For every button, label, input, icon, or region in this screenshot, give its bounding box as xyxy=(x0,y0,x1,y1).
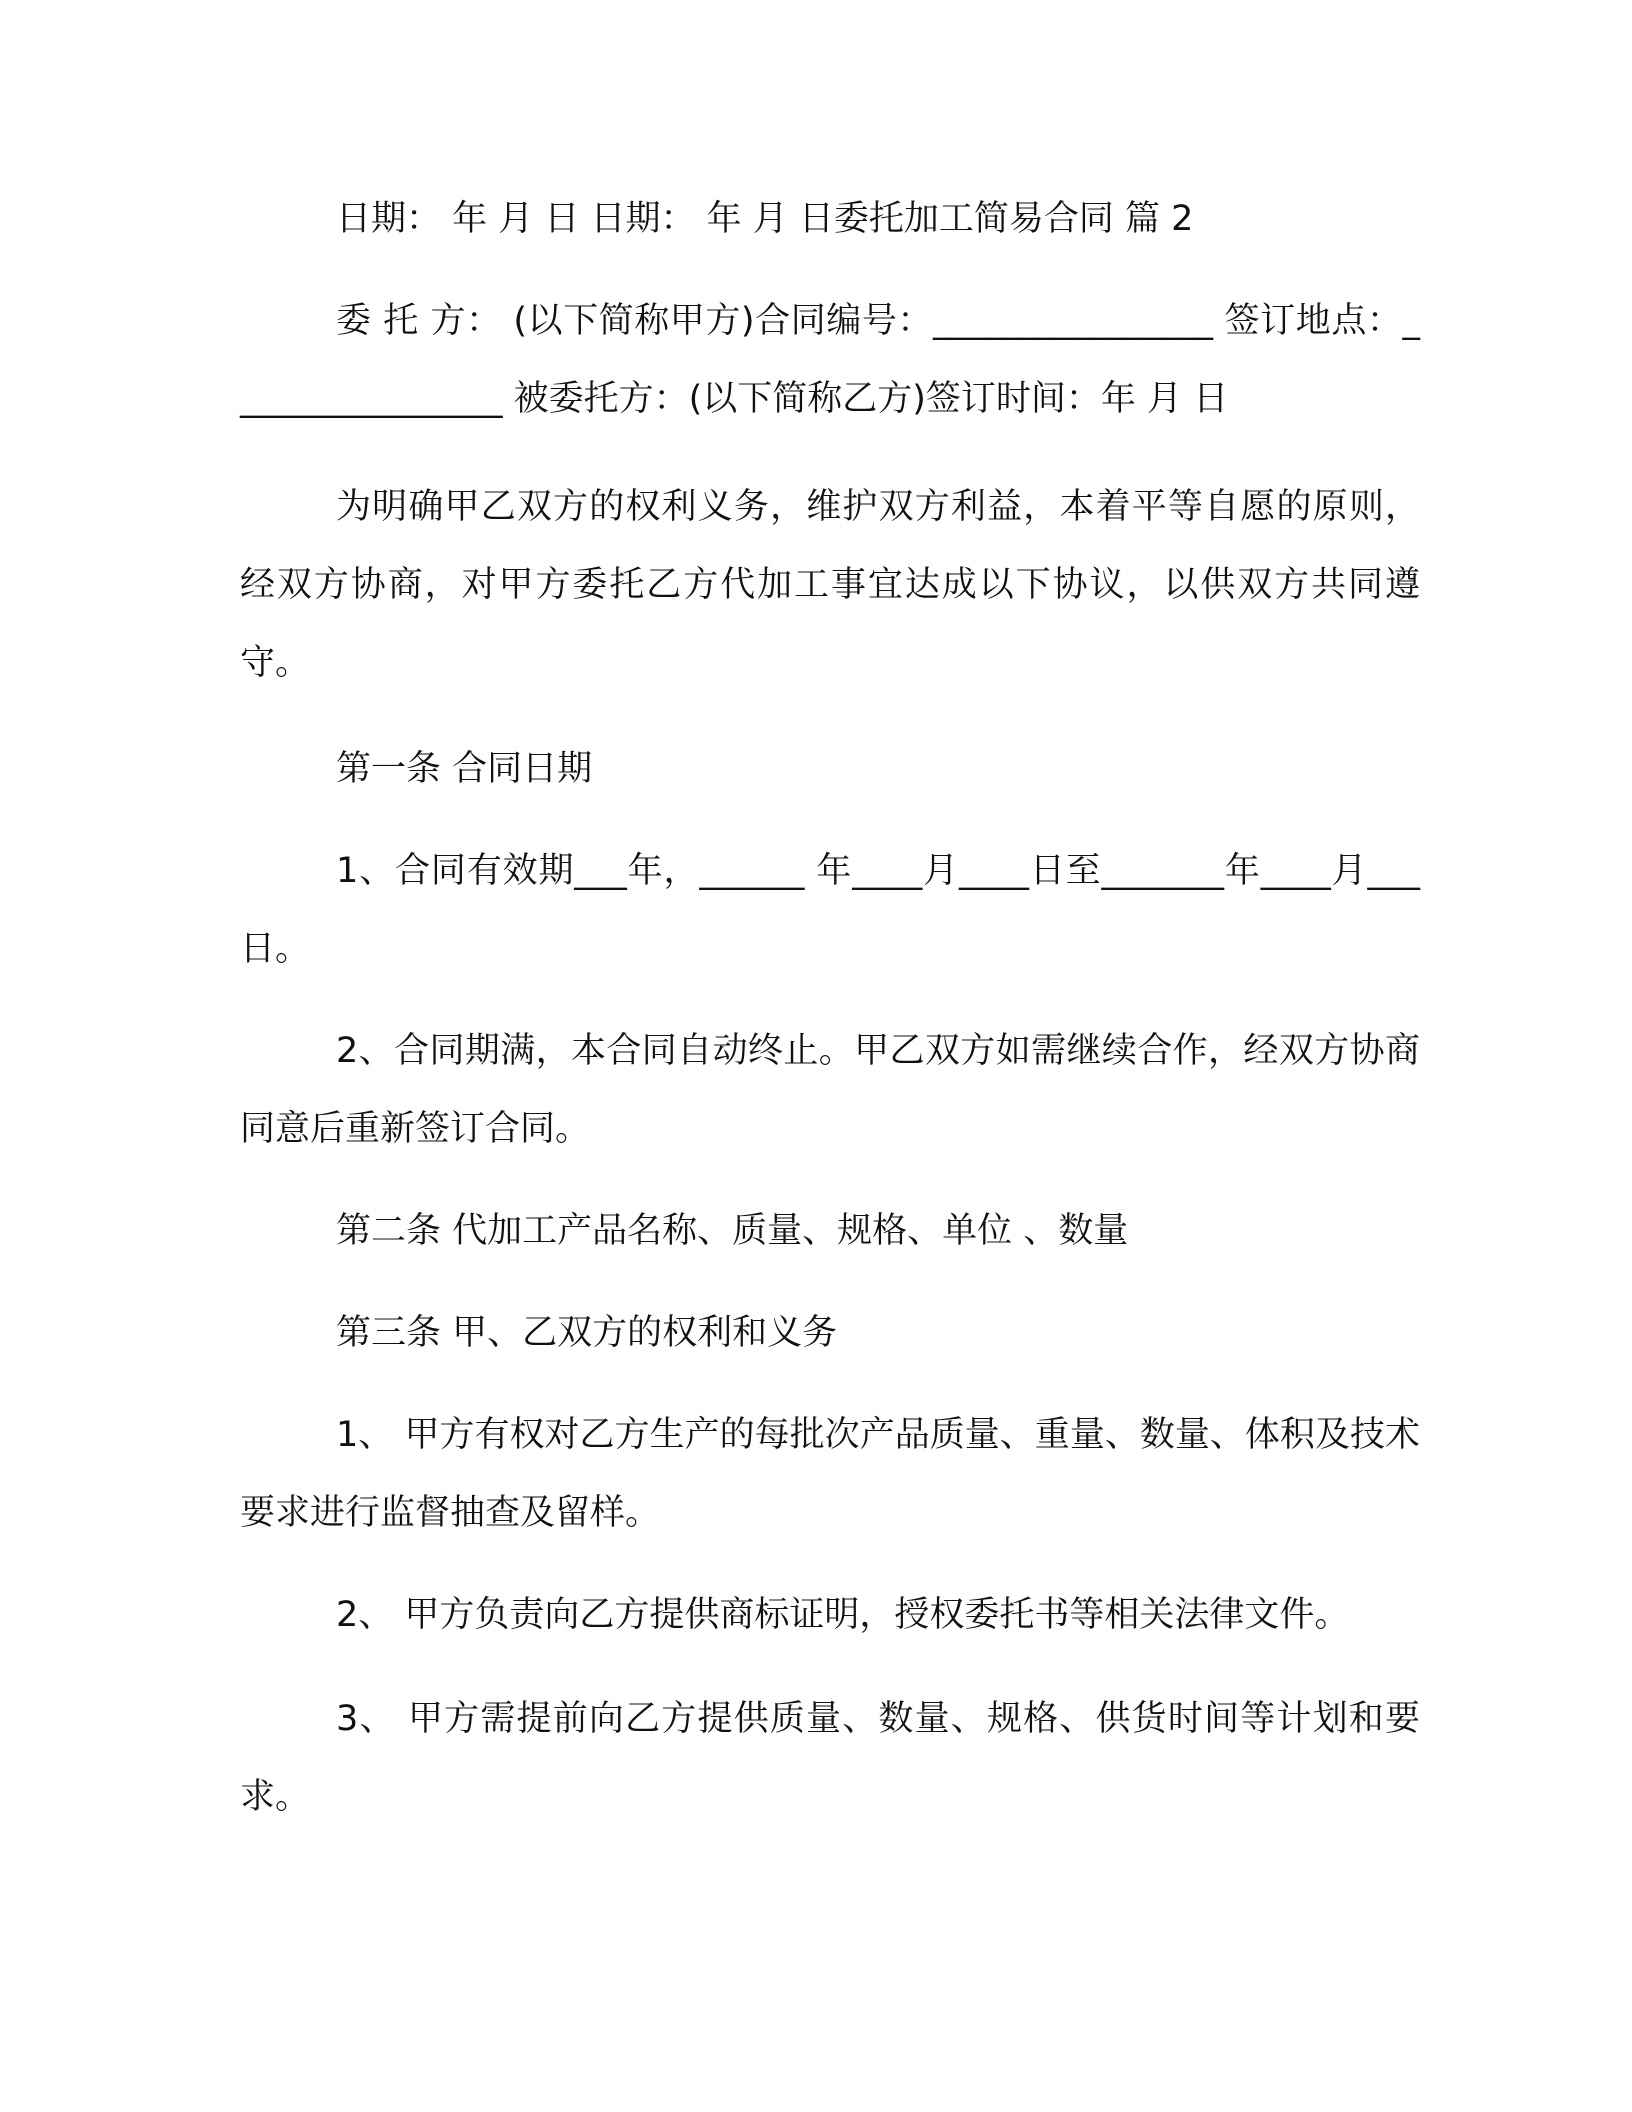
paragraph-preamble: 为明确甲乙双方的权利义务，维护双方利益，本着平等自愿的原则，经双方协商，对甲方委托乙方代加工事宜达成以下协议，以供双方共同遵守。 xyxy=(240,487,1420,683)
section-heading-article-1: 第一条 合同日期 xyxy=(336,749,593,789)
section-heading-article-3: 第三条 甲、乙双方的权利和义务 xyxy=(336,1313,838,1353)
section-heading-article-2: 第二条 代加工产品名称、质量、规格、单位 、数量 xyxy=(336,1211,1129,1251)
paragraph-article-3-item-2: 2、 甲方负责向乙方提供商标证明，授权委托书等相关法律文件。 xyxy=(336,1595,1350,1635)
paragraph-article-3-item-3: 3、 甲方需提前向乙方提供质量、数量、规格、供货时间等计划和要求。 xyxy=(240,1699,1420,1817)
paragraph-article-1-item-2: 2、合同期满，本合同自动终止。甲乙双方如需继续合作，经双方协商同意后重新签订合同。 xyxy=(240,1031,1420,1149)
paragraph-date-heading: 日期： 年 月 日 日期： 年 月 日委托加工简易合同 篇 2 xyxy=(336,199,1194,239)
paragraph-article-1-item-1: 1、合同有效期___年，______ 年____月____日至_______年____月___日。 xyxy=(240,851,1420,969)
paragraph-article-3-item-1: 1、 甲方有权对乙方生产的每批次产品质量、重量、数量、体积及技术要求进行监督抽查及留样。 xyxy=(240,1415,1420,1533)
paragraph-parties: 委 托 方： (以下简称甲方)合同编号：________________ 签订地点：________________ 被委托方：(以下简称乙方)签订时间：年 月 日 xyxy=(240,301,1420,419)
